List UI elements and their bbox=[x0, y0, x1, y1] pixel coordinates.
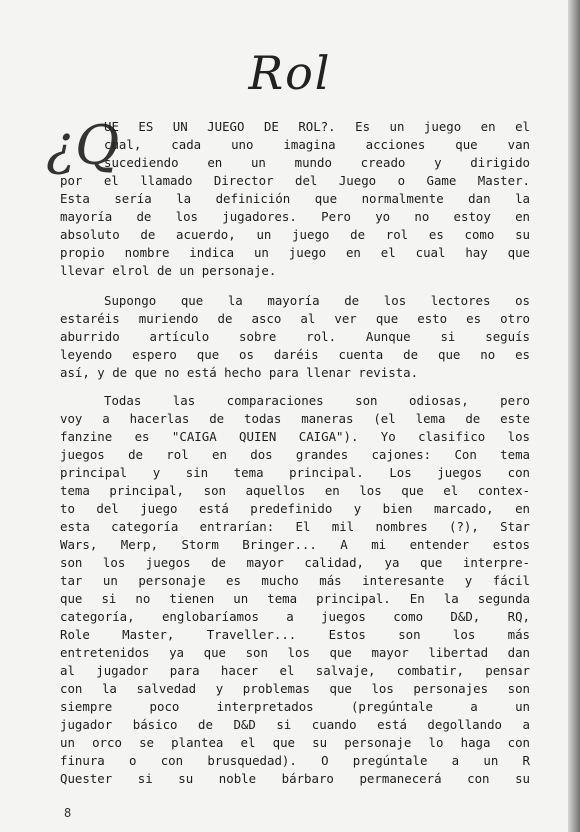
body-line: juegos de rol en dos grandes cajones: Con tema bbox=[60, 447, 530, 462]
body-line: al jugador para hacer el salvaje, combatir, pensar bbox=[60, 663, 530, 678]
body-line: siempre poco interpretados (pregúntale a un bbox=[60, 699, 530, 714]
body-line: Supongo que la mayoría de los lectores os bbox=[104, 293, 530, 308]
body-line: estaréis muriendo de asco al ver que esto es otro bbox=[60, 311, 530, 326]
body-line: con la salvedad y problemas que los personajes son bbox=[60, 681, 530, 696]
body-line: son los juegos de mayor calidad, ya que interpre- bbox=[60, 555, 530, 570]
body-line: leyendo espero que os daréis cuenta de que no es bbox=[60, 347, 530, 362]
body-line: un orco se plantea el que su personaje lo haga con bbox=[60, 735, 530, 750]
body-line: entretenidos ya que son los que mayor libertad dan bbox=[60, 645, 530, 660]
body-line: propio nombre indica un juego en el cual hay que bbox=[60, 245, 530, 260]
body-line: absoluto de acuerdo, un juego de rol es como su bbox=[60, 227, 530, 242]
body-line: Esta sería la definición que normalmente dan la bbox=[60, 191, 530, 206]
body-line: UE ES UN JUEGO DE ROL?. Es un juego en el bbox=[104, 119, 530, 134]
body-line: categoría, englobaríamos a juegos como D&D, RQ, bbox=[60, 609, 530, 624]
article-title bbox=[0, 46, 580, 106]
body-line: Todas las comparaciones son odiosas, pero bbox=[104, 393, 530, 408]
body-line: Wars, Merp, Storm Bringer... A mi entender estos bbox=[60, 537, 530, 552]
body-line: Role Master, Traveller... Estos son los más bbox=[60, 627, 530, 642]
body-line: finura o con brusquedad). O pregúntale a un R bbox=[60, 753, 530, 768]
body-line: tar un personaje es mucho más interesante y fácil bbox=[60, 573, 530, 588]
body-line: mayoría de los jugadores. Pero yo no estoy en bbox=[60, 209, 530, 224]
drop-cap: ¿Q bbox=[46, 114, 120, 177]
body-line: Quester si su noble bárbaro permanecerá con su bbox=[60, 771, 530, 786]
page-edge-shadow bbox=[568, 0, 580, 832]
body-line: llevar elrol de un personaje. bbox=[60, 263, 277, 278]
body-line: esta categoría entrarían: El mil nombres (?), Star bbox=[60, 519, 530, 534]
page-number: 8 bbox=[64, 806, 72, 820]
body-line: principal y sin tema principal. Los juegos con bbox=[60, 465, 530, 480]
body-line: cual, cada uno imagina acciones que van bbox=[104, 137, 530, 152]
body-line: aburrido artículo sobre rol. Aunque si seguís bbox=[60, 329, 530, 344]
body-line: tema principal, son aquellos en los que el contex- bbox=[60, 483, 530, 498]
body-line: voy a hacerlas de todas maneras (el lema de este bbox=[60, 411, 530, 426]
title-text: Rol bbox=[248, 46, 332, 100]
body-line: por el llamado Director del Juego o Game Master. bbox=[60, 173, 530, 188]
body-line: jugador básico de D&D si cuando está degollando a bbox=[60, 717, 530, 732]
body-line: fanzine es "CAIGA QUIEN CAIGA"). Yo clasifico los bbox=[60, 429, 530, 444]
body-line: así, y de que no está hecho para llenar revista. bbox=[60, 365, 419, 380]
body-line: que si no tienen un tema principal. En la segunda bbox=[60, 591, 530, 606]
body-line: sucediendo en un mundo creado y dirigido bbox=[104, 155, 530, 170]
body-line: to del juego está predefinido y bien marcado, en bbox=[60, 501, 530, 516]
